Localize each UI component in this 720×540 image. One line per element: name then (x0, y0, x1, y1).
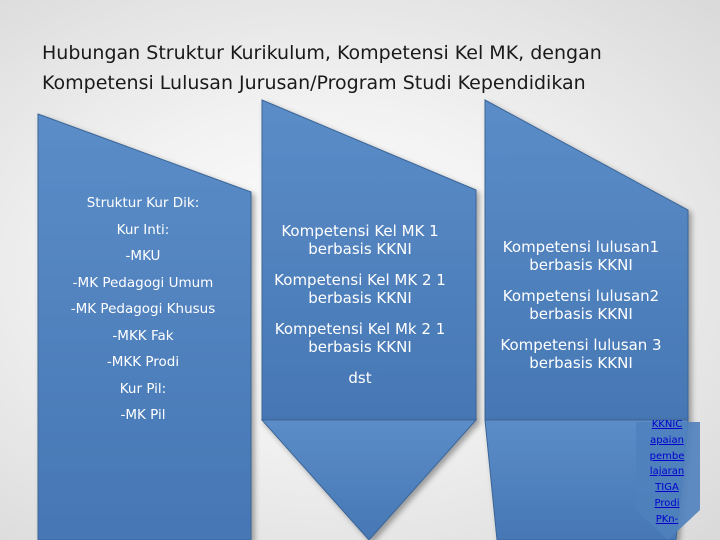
kkni-link-line[interactable]: Prodi (654, 497, 680, 509)
competency-group-item: Kompetensi Kel MK 2 1 berbasis KKNI (274, 271, 446, 307)
graduate-competency-item: Kompetensi lulusan1 berbasis KKNI (502, 238, 660, 274)
kkni-link-line[interactable]: TIGA (655, 482, 679, 494)
kkni-link-line[interactable]: apaian (650, 434, 684, 446)
kkni-link-line[interactable]: pembe (649, 450, 685, 462)
column-1-line: Struktur Kur Dik: (86, 195, 200, 211)
column-1-line: -MK Pedagogi Khusus (70, 301, 216, 317)
column-3-text (483, 238, 679, 385)
column-1-line: -MKK Prodi (106, 354, 180, 370)
column-1-line: -MKU (125, 248, 161, 264)
competency-group-item: Kompetensi Kel MK 1 berbasis KKNI (281, 222, 439, 258)
column-1-line: -MK Pil (120, 407, 166, 423)
column-1-line: Kur Pil: (119, 380, 167, 397)
competency-group-item: Kompetensi Kel Mk 2 1 berbasis KKNI (274, 320, 446, 356)
column-1-line: -MK Pedagogi Umum (72, 274, 214, 291)
column-1-text (48, 190, 238, 429)
title-line-2: Kompetensi Lulusan Jurusan/Program Studi Kependidikan (42, 72, 586, 94)
kkni-link-line[interactable]: PKn- (655, 513, 679, 525)
graduate-competency-item: Kompetensi lulusan 3 berbasis KKNI (500, 336, 662, 372)
competency-group-item-more: dst (348, 369, 372, 387)
graduate-competency-item: Kompetensi lulusan2 berbasis KKNI (502, 287, 660, 323)
kkni-link[interactable] (642, 417, 692, 528)
kkni-link-line[interactable]: KKNIC (651, 419, 683, 430)
title-line-1: Hubungan Struktur Kurikulum, Kompetensi Kel MK, dengan (42, 42, 602, 64)
kkni-link-line[interactable]: lajaran (649, 466, 685, 478)
column-1-line: Kur Inti: (116, 221, 170, 238)
column-1-line: -MKK Fak (112, 327, 174, 344)
chevron-column-2-tip (262, 420, 476, 540)
column-2-text (257, 222, 463, 400)
